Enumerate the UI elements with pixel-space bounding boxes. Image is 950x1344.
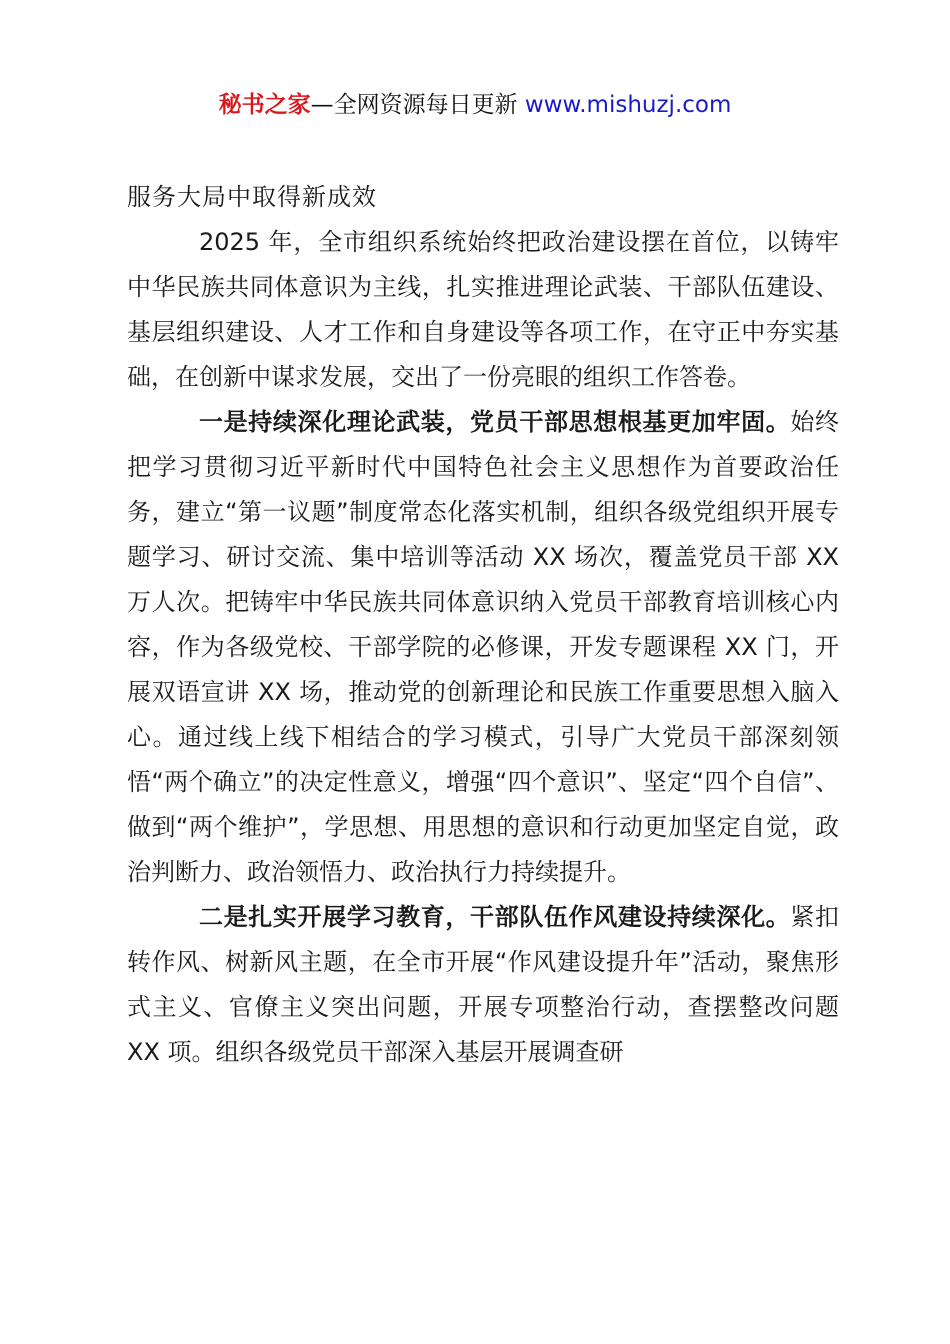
- section-2-body: 紧扣转作风、树新风主题，在全市开展“作风建设提升年”活动，聚焦形式主义、官僚主义突出问题，开展专项整治行动，查摆整改问题 XX 项。组织各级党员干部深入基层开展调查研: [127, 903, 839, 1066]
- section-1-heading: 一是持续深化理论武装，党员干部思想根基更加牢固。: [199, 408, 791, 436]
- website-link[interactable]: www.mishuzj.com: [524, 92, 732, 118]
- document-body: [127, 175, 839, 1075]
- section-1-body: 始终把学习贯彻习近平新时代中国特色社会主义思想作为首要政治任务，建立“第一议题”制度常态化落实机制，组织各级党组织开展专题学习、研讨交流、集中培训等活动 XX 场次，覆盖党员干部 XX 万人次。把铸牢中华民族共同体意识纳入党员干部教育培训核心内容，作为各级党校、干部学院的必修课，开发专题课程 XX 门，开展双语宣讲 XX 场，推动党的创新理论和民族工作重要思想入脑入心。通过线上线下相结合的学习模式，引导广大党员干部深刻领悟“两个确立”的决定性意义，增强“四个意识”、坚定“四个自信”、做到“两个维护”，学思想、用思想的意识和行动更加坚定自觉，政治判断力、政治领悟力、政治执行力持续提升。: [127, 408, 839, 886]
- section-1-paragraph: [127, 400, 839, 895]
- section-2-paragraph: [127, 895, 839, 1075]
- intro-paragraph: 2025 年，全市组织系统始终把政治建设摆在首位，以铸牢中华民族共同体意识为主线，扎实推进理论武装、干部队伍建设、基层组织建设、人才工作和自身建设等各项工作，在守正中夯实基础，在创新中谋求发展，交出了一份亮眼的组织工作答卷。: [127, 228, 839, 391]
- section-2-heading: 二是扎实开展学习教育，干部队伍作风建设持续深化。: [199, 903, 791, 931]
- header-tagline: —全网资源每日更新: [310, 92, 525, 118]
- page-header: [0, 88, 950, 122]
- brand-name: 秘书之家: [218, 92, 311, 118]
- carryover-line: 服务大局中取得新成效: [127, 183, 377, 211]
